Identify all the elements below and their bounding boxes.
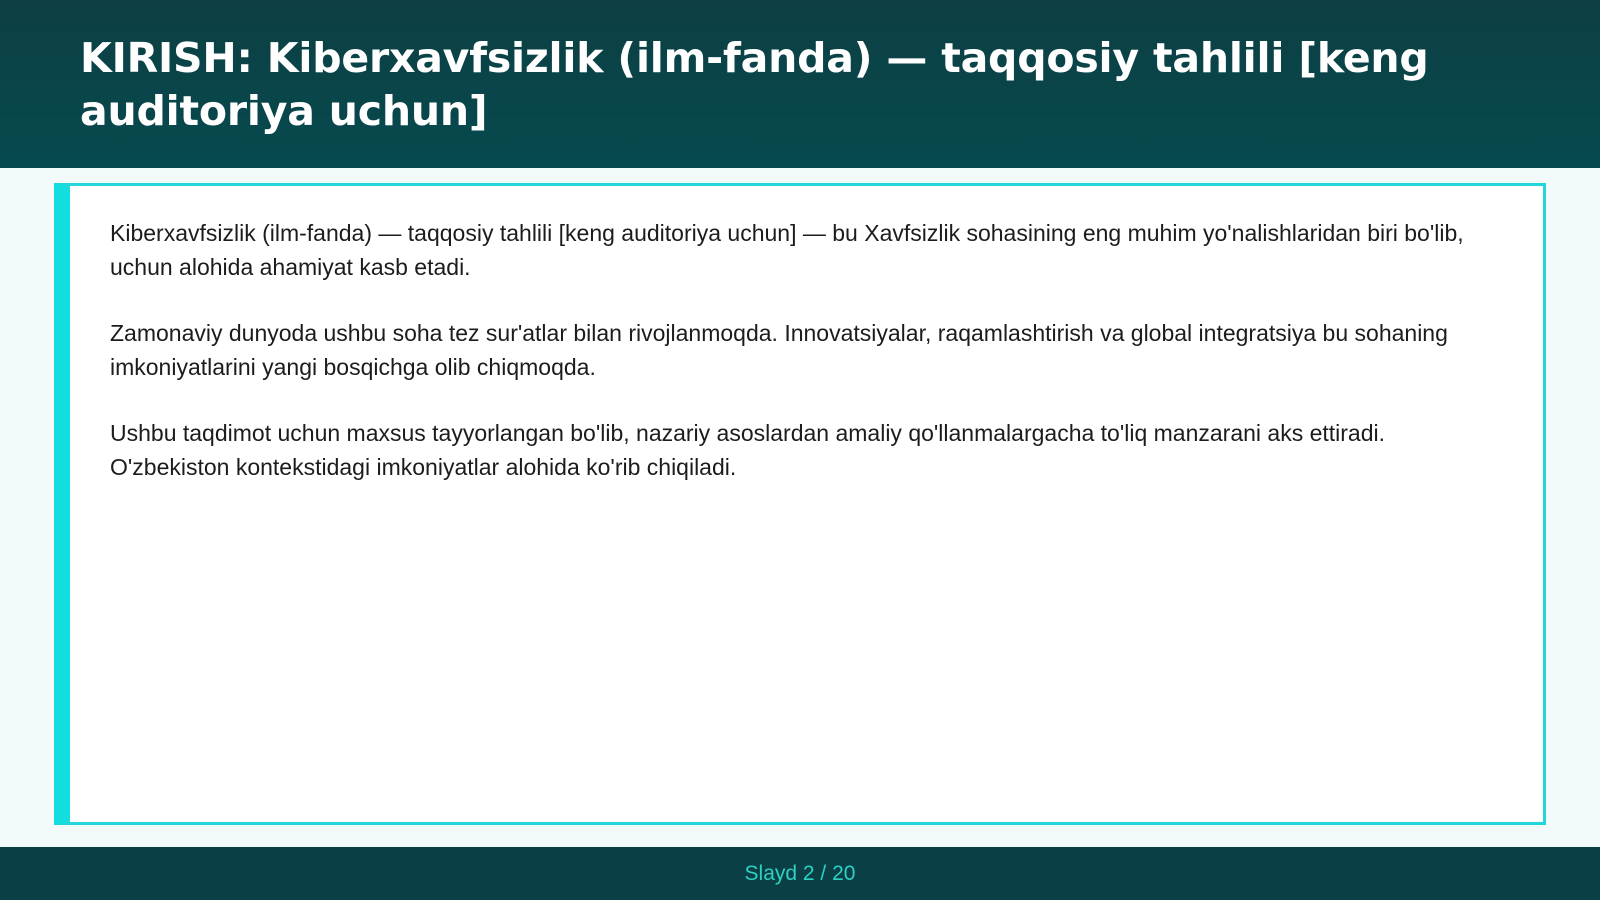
slide-header <box>0 0 1600 168</box>
body-paragraph-2: Zamonaviy dunyoda ushbu soha tez sur'atlar bilan rivojlanmoqda. Innovatsiyalar, raqamlashtirish va global integratsiya bu sohaning imkoniyatlarini yangi bosqichga olib chiqmoqda. <box>110 320 1448 380</box>
body-paragraph-3: Ushbu taqdimot uchun maxsus tayyorlangan bo'lib, nazariy asoslardan amaliy qo'llanmalargacha to'liq manzarani aks ettiradi. O'zbekiston kontekstidagi imkoniyatlar alohida ko'rib chiqiladi. <box>110 420 1386 480</box>
content-card <box>54 183 1546 825</box>
slide-title: KIRISH: Kiberxavfsizlik (ilm-fanda) — taqqosiy tahlili [keng auditoriya uchun] <box>80 34 1429 135</box>
body-paragraph-1: Kiberxavfsizlik (ilm-fanda) — taqqosiy tahlili [keng auditoriya uchun] — bu Xavfsizlik sohasining eng muhim yo'nalishlaridan biri bo'lib, uchun alohida ahamiyat kasb etadi. <box>110 220 1464 280</box>
slide-footer <box>0 847 1600 900</box>
slide-counter: Slayd 2 / 20 <box>744 861 856 885</box>
